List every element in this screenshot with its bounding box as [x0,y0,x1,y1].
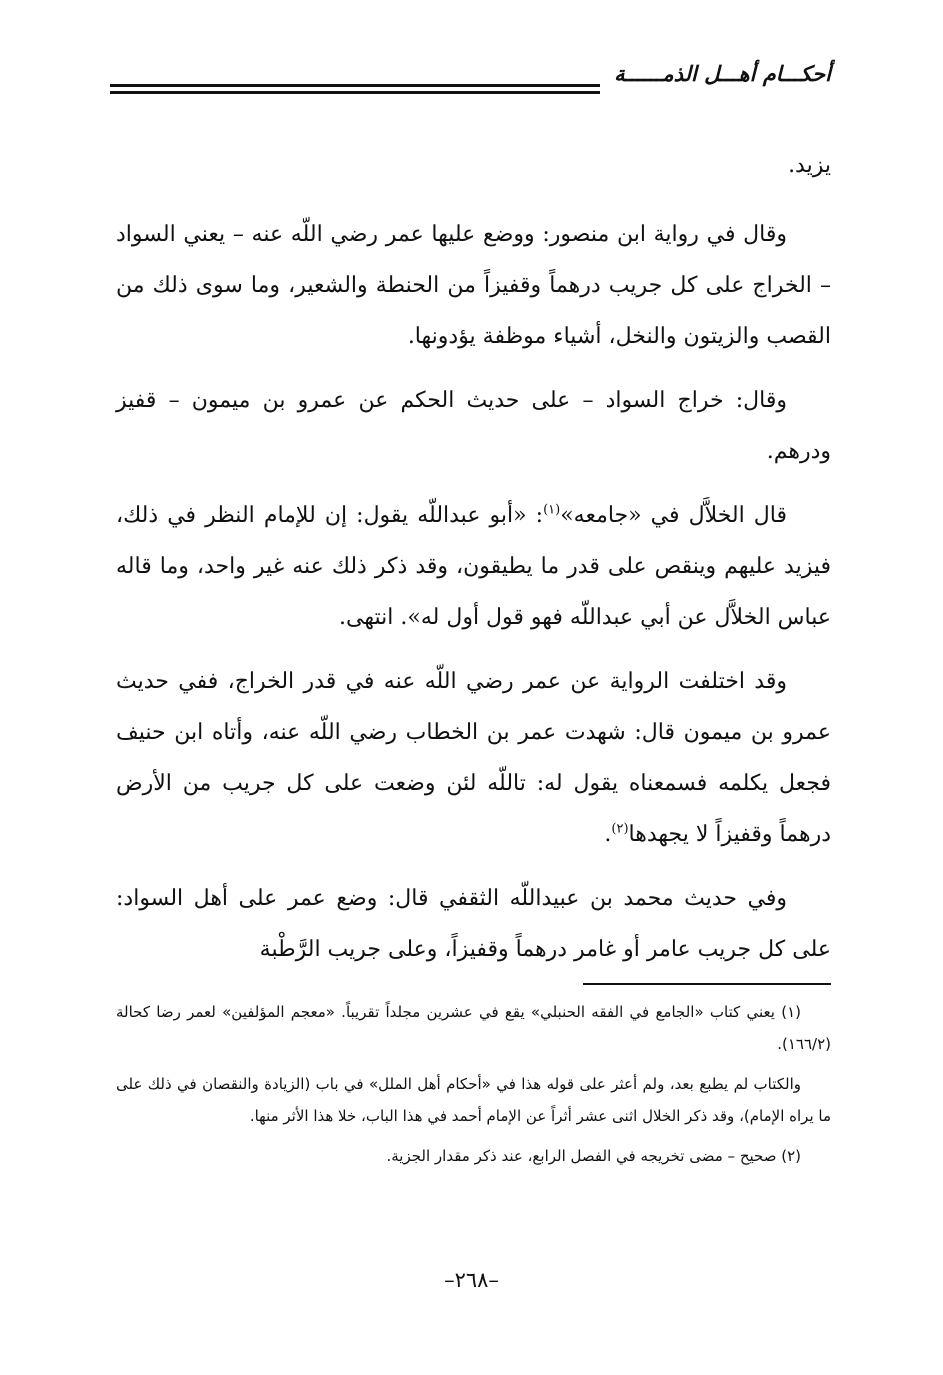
footnote-ref-2: (٢) [611,821,629,837]
header-rule-bottom [110,91,600,94]
paragraph-6: وفي حديث محمد بن عبيداللّه الثقفي قال: وضع عمر على أهل السواد: على كل جريب عامر أو غامر درهماً وقفيزاً، وعلى جريب الرَّطْبة [116,886,831,962]
paragraph-2: وقال في رواية ابن منصور: ووضع عليها عمر رضي اللّه عنه – يعني السواد – الخراج على كل جريب درهماً وقفيزاً من الحنطة والشعير، وما سوى ذلك من القصب والزيتون والنخل، أشياء موظفة يؤدونها. [116,222,831,349]
footnote-1-continued: والكتاب لم يطبع بعد، ولم أعثر على قوله هذا في «أحكام أهل الملل» في باب (الزيادة والنقصان في ذلك على ما يراه الإمام)، وقد ذكر الخلال اثنى عشر أثراً عن الإمام أحمد في هذا الباب، خلا هذا الأثر منها. [116,1075,831,1125]
footnote-2: (٢) صحيح – مضى تخريجه في الفصل الرابع، عند ذكر مقدار الجزية. [386,1147,801,1165]
header-rule-top [110,84,600,87]
footnote-1: (١) يعني كتاب «الجامع في الفقه الحنبلي» يقع في عشرين مجلداً تقريباً. «معجم المؤلفين» لعمر رضا كحالة (١٦٦/٢). [116,1003,831,1053]
main-text [116,140,831,988]
paragraph-1: يزيد. [788,153,831,178]
paragraph-5 [116,656,831,860]
footnote-ref-1: (١) [543,502,561,518]
footnotes [116,996,831,1180]
running-header [110,58,831,98]
paragraph-5-text-b: . [604,822,612,847]
paragraph-5-text-a: وقد اختلفت الرواية عن عمر رضي اللّه عنه في قدر الخراج، ففي حديث عمرو بن ميمون قال: شهدت عمر بن الخطاب رضي اللّه عنه، وأتاه ابن حنيف فجعل يكلمه فسمعناه يقول له: تاللّه لئن وضعت على كل جريب من الأرض درهماً وقفيزاً لا يجهدها [116,669,831,847]
paragraph-4-text-b: : «أبو عبداللّه يقول: إن للإمام النظر في ذلك، فيزيد عليهم وينقص على قدر ما يطيقون، وقد ذكر ذلك عنه غير واحد، وما قاله عباس الخلاَّل عن أبي عبداللّه فهو قول أول له». انتهى. [116,503,831,630]
paragraph-4 [116,490,831,643]
page-number: –٢٦٨– [444,1268,499,1292]
paragraph-4-text-a: قال الخلاَّل في «جامعه» [560,503,787,528]
footnote-separator [583,983,831,985]
paragraph-3: وقال: خراج السواد – على حديث الحكم عن عمرو بن ميمون – قفيز ودرهم. [116,388,831,464]
running-title: أحكـــام أهـــل الذمــــــة [614,62,831,86]
